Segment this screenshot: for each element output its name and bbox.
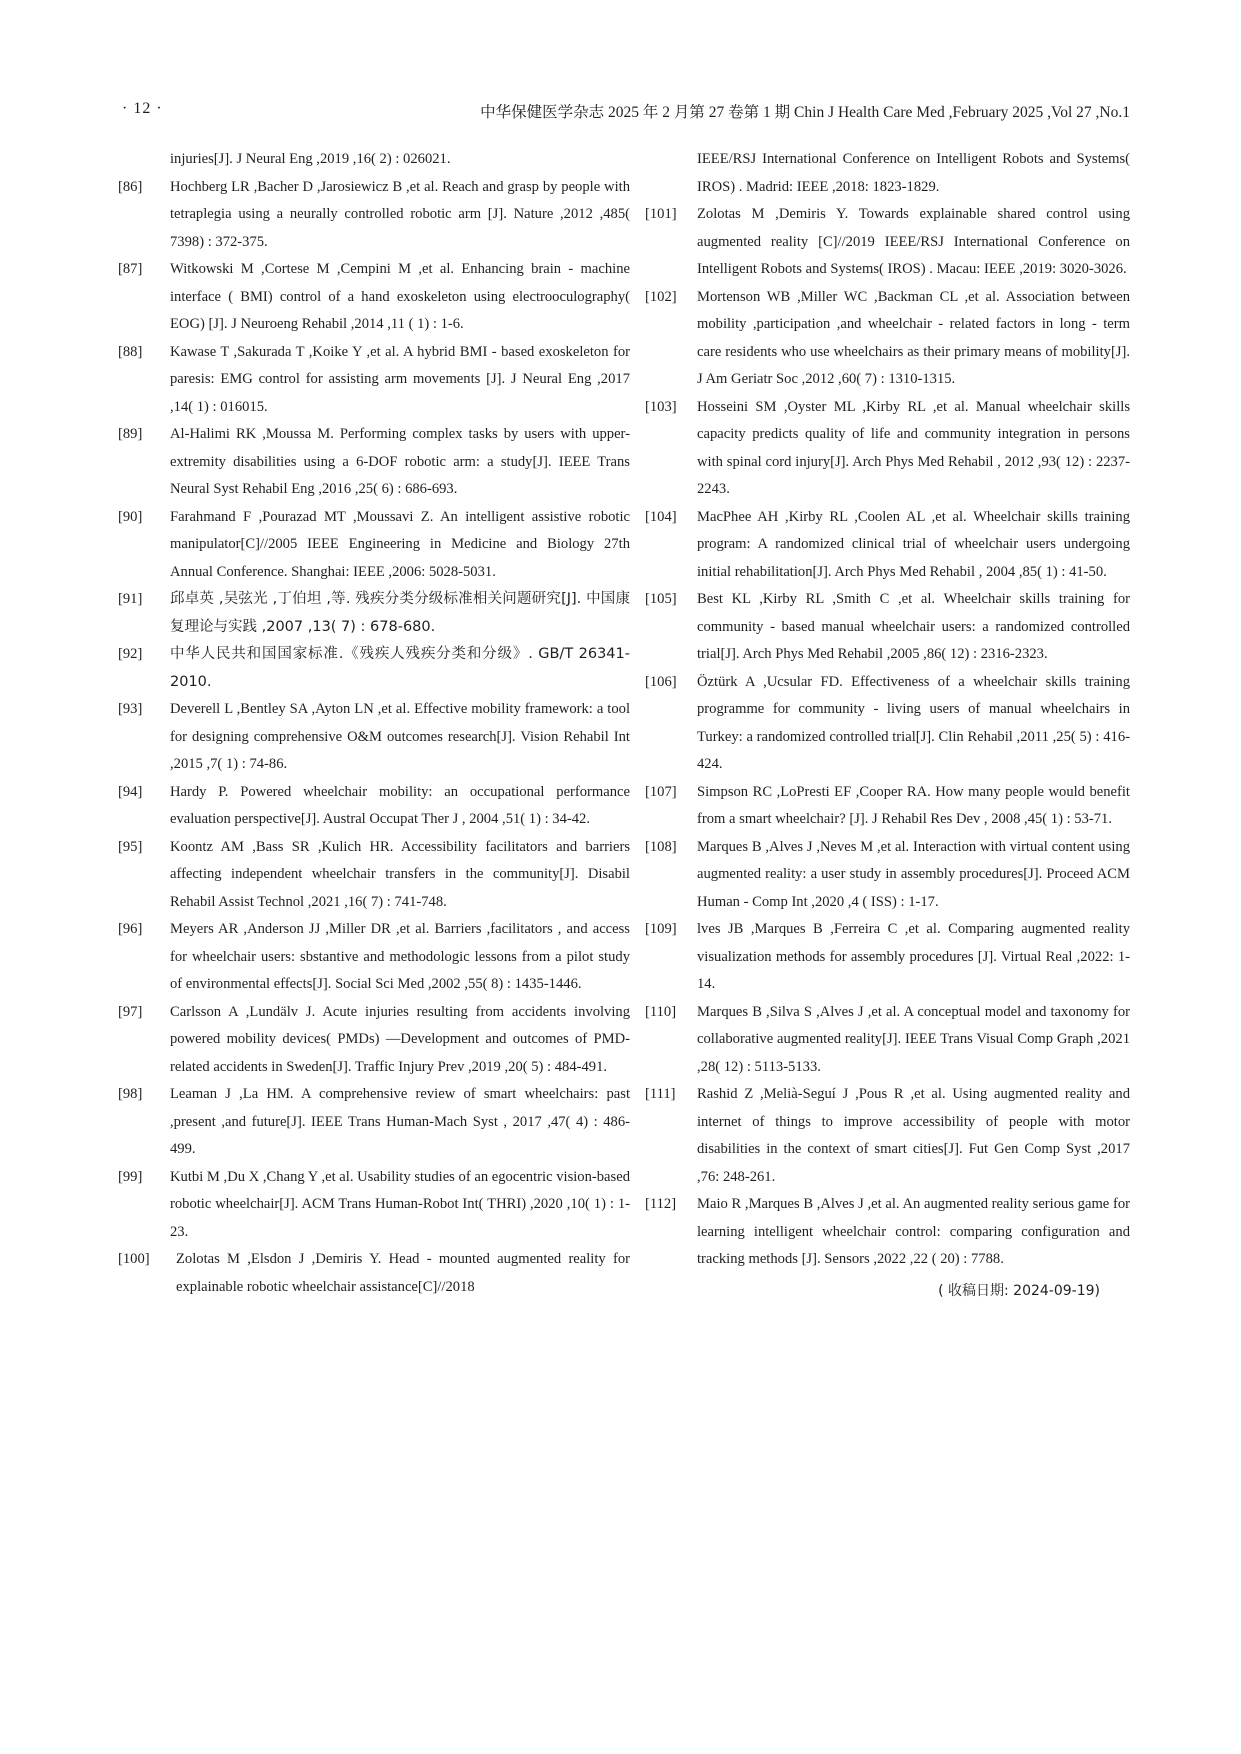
reference-text: IEEE/RSJ International Conference on Intelligent Robots and Systems( IROS) . Madrid: IEEE ,2018: 1823-1829. <box>697 151 1130 195</box>
reference-text: Meyers AR ,Anderson JJ ,Miller DR ,et al. Barriers ,facilitators , and access for wheelchair users: sbstantive and methodologic lessons from a pilot study of environmental effects[J]. Social Sci Med ,2002 ,55( 8) : 1435-1446. <box>170 921 630 992</box>
reference-number: [86] <box>118 178 143 195</box>
reference-text: Leaman J ,La HM. A comprehensive review of smart wheelchairs: past ,present ,and future[J]. IEEE Trans Human-Mach Syst , 2017 ,47( 4) : 486-499. <box>170 1086 630 1157</box>
reference-text: 邱卓英 ,吴弦光 ,丁伯坦 ,等. 残疾分类分级标准相关问题研究[J]. 中国康复理论与实践 ,2007 ,13( 7) : 678-680. <box>170 591 630 635</box>
reference-item <box>118 916 630 999</box>
reference-text: injuries[J]. J Neural Eng ,2019 ,16( 2) : 026021. <box>170 151 451 167</box>
reference-number: [91] <box>118 591 143 607</box>
reference-number: [100] <box>118 1251 150 1267</box>
reference-text: lves JB ,Marques B ,Ferreira C ,et al. Comparing augmented reality visualization methods for assembly procedures [J]. Virtual Real ,2022: 1-14. <box>697 921 1130 992</box>
reference-item <box>118 1081 630 1164</box>
reference-item <box>645 916 1130 999</box>
reference-text: Hosseini SM ,Oyster ML ,Kirby RL ,et al. Manual wheelchair skills capacity predicts quality of life and community integration in persons with spinal cord injury[J]. Arch Phys Med Rehabil , 2012 ,93( 12) : 2237-2243. <box>697 398 1130 497</box>
reference-number: [90] <box>118 508 143 525</box>
reference-item <box>645 201 1130 284</box>
reference-number: [87] <box>118 261 143 277</box>
reference-item <box>118 1164 630 1247</box>
reference-number: [99] <box>118 1168 143 1185</box>
reference-number: [97] <box>118 1003 143 1020</box>
journal-running-header: 中华保健医学杂志 2025 年 2 月第 27 卷第 1 期 Chin J Health Care Med ,February 2025 ,Vol 27 ,No.1 <box>480 104 1130 121</box>
reference-item <box>645 394 1130 504</box>
reference-number: [92] <box>118 646 143 662</box>
received-date: ( 收稿日期: 2024-09-19) <box>938 1282 1100 1299</box>
reference-number: [95] <box>118 838 143 855</box>
reference-item <box>118 999 630 1082</box>
reference-list-left <box>118 174 630 1302</box>
page-number: · 12 · <box>122 100 163 117</box>
reference-number: [104] <box>645 508 677 525</box>
reference-number: [112] <box>645 1196 677 1212</box>
reference-item <box>645 1081 1130 1191</box>
reference-item <box>118 586 630 641</box>
reference-text: Hochberg LR ,Bacher D ,Jarosiewicz B ,et al. Reach and grasp by people with tetraplegia using a neurally controlled robotic arm [J]. Nature ,2012 ,485( 7398) : 372-375. <box>170 178 630 250</box>
reference-number: [108] <box>645 838 677 855</box>
reference-text: MacPhee AH ,Kirby RL ,Coolen AL ,et al. Wheelchair skills training program: A randomized clinical trial of wheelchair users undergoing initial rehabilitation[J]. Arch Phys Med Rehabil , 2004 ,85( 1) : 41-50. <box>697 508 1130 580</box>
reference-text: Kawase T ,Sakurada T ,Koike Y ,et al. A hybrid BMI - based exoskeleton for paresis: EMG control for assisting arm movements [J]. J Neural Eng ,2017 ,14( 1) : 016015. <box>170 343 630 415</box>
reference-continuation <box>118 146 630 174</box>
reference-text: Farahmand F ,Pourazad MT ,Moussavi Z. An intelligent assistive robotic manipulator[C]//2005 IEEE Engineering in Medicine and Biology 27th Annual Conference. Shanghai: IEEE ,2006: 5028-5031. <box>170 508 630 580</box>
reference-column-right <box>645 146 1130 1300</box>
reference-item <box>118 421 630 504</box>
reference-item <box>118 174 630 257</box>
reference-item <box>118 256 630 339</box>
reference-text: Marques B ,Alves J ,Neves M ,et al. Interaction with virtual content using augmented reality: a user study in assembly procedures[J]. Proceed ACM Human - Comp Int ,2020 ,4 ( ISS) : 1-17. <box>697 838 1130 910</box>
reference-number: [93] <box>118 701 143 717</box>
reference-text: Rashid Z ,Melià-Seguí J ,Pous R ,et al. Using augmented reality and internet of things to improve accessibility of people with motor disabilities in the context of smart cities[J]. Fut Gen Comp Syst ,2017 ,76: 248-261. <box>697 1086 1130 1185</box>
reference-continuation <box>645 146 1130 201</box>
reference-text: Koontz AM ,Bass SR ,Kulich HR. Accessibility facilitators and barriers affecting independent wheelchair transfers in the community[J]. Disabil Rehabil Assist Technol ,2021 ,16( 7) : 741-748. <box>170 838 630 910</box>
reference-number: [96] <box>118 921 143 937</box>
reference-item <box>118 1246 630 1301</box>
reference-item <box>645 834 1130 917</box>
reference-text: Best KL ,Kirby RL ,Smith C ,et al. Wheelchair skills training for community - based manual wheelchair users: a randomized controlled trial[J]. Arch Phys Med Rehabil ,2005 ,86( 12) : 2316-2323. <box>697 591 1130 662</box>
reference-number: [94] <box>118 783 143 800</box>
reference-item <box>118 641 630 696</box>
reference-item <box>645 586 1130 669</box>
reference-text: Zolotas M ,Elsdon J ,Demiris Y. Head - mounted augmented reality for explainable robotic wheelchair assistance[C]//2018 <box>176 1251 630 1295</box>
reference-number: [88] <box>118 343 143 360</box>
reference-text: Maio R ,Marques B ,Alves J ,et al. An augmented reality serious game for learning intelligent wheelchair control: comparing configuration and tracking methods [J]. Sensors ,2022 ,22 ( 20) : 7788. <box>697 1196 1130 1267</box>
reference-number: [103] <box>645 398 677 415</box>
reference-number: [98] <box>118 1086 143 1102</box>
reference-number: [110] <box>645 1003 677 1020</box>
reference-text: Al-Halimi RK ,Moussa M. Performing complex tasks by users with upper-extremity disabilities using a 6-DOF robotic arm: a study[J]. IEEE Trans Neural Syst Rehabil Eng ,2016 ,25( 6) : 686-693. <box>170 426 630 497</box>
reference-number: [106] <box>645 673 677 690</box>
reference-number: [101] <box>645 206 677 222</box>
reference-number: [109] <box>645 921 677 937</box>
reference-column-left <box>118 146 630 1301</box>
reference-item <box>118 834 630 917</box>
reference-item <box>118 339 630 422</box>
reference-text: Deverell L ,Bentley SA ,Ayton LN ,et al. Effective mobility framework: a tool for designing comprehensive O&M outcomes research[J]. Vision Rehabil Int ,2015 ,7( 1) : 74-86. <box>170 701 630 772</box>
reference-list-right <box>645 201 1130 1274</box>
reference-item <box>118 504 630 587</box>
reference-number: [89] <box>118 426 143 442</box>
reference-text: Witkowski M ,Cortese M ,Cempini M ,et al. Enhancing brain - machine interface ( BMI) control of a hand exoskeleton using electrooculography( EOG) [J]. J Neuroeng Rehabil ,2014 ,11 ( 1) : 1-6. <box>170 261 630 332</box>
reference-item <box>118 779 630 834</box>
reference-text: Zolotas M ,Demiris Y. Towards explainable shared control using augmented reality [C]//2019 IEEE/RSJ International Conference on Intelligent Robots and Systems( IROS) . Macau: IEEE ,2019: 3020-3026. <box>697 206 1130 277</box>
reference-text: 中华人民共和国国家标准.《残疾人残疾分类和分级》. GB/T 26341-2010. <box>170 646 630 690</box>
reference-number: [105] <box>645 591 677 607</box>
reference-item <box>645 1191 1130 1274</box>
reference-text: Hardy P. Powered wheelchair mobility: an occupational performance evaluation perspective[J]. Austral Occupat Ther J , 2004 ,51( 1) : 34-42. <box>170 783 630 827</box>
reference-item <box>645 504 1130 587</box>
reference-text: Carlsson A ,Lundälv J. Acute injuries resulting from accidents involving powered mobility devices( PMDs) —Development and outcomes of PMD-related accidents in Sweden[J]. Traffic Injury Prev ,2019 ,20( 5) : 484-491. <box>170 1003 630 1075</box>
reference-item <box>645 669 1130 779</box>
reference-number: [102] <box>645 288 677 305</box>
reference-text: Mortenson WB ,Miller WC ,Backman CL ,et al. Association between mobility ,participation ,and wheelchair - related factors in long - term care residents who use wheelchairs as their primary means of mobility[J]. J Am Geriatr Soc ,2012 ,60( 7) : 1310-1315. <box>697 288 1130 387</box>
reference-item <box>645 999 1130 1082</box>
reference-number: [111] <box>645 1086 676 1102</box>
reference-text: Marques B ,Silva S ,Alves J ,et al. A conceptual model and taxonomy for collaborative augmented reality[J]. IEEE Trans Visual Comp Graph ,2021 ,28( 12) : 5113-5133. <box>697 1003 1130 1075</box>
reference-number: [107] <box>645 783 677 800</box>
reference-item <box>645 284 1130 394</box>
reference-item <box>645 779 1130 834</box>
reference-text: Simpson RC ,LoPresti EF ,Cooper RA. How many people would benefit from a smart wheelchair? [J]. J Rehabil Res Dev , 2008 ,45( 1) : 53-71. <box>697 783 1130 827</box>
reference-item <box>118 696 630 779</box>
reference-text: Öztürk A ,Ucsular FD. Effectiveness of a wheelchair skills training programme for community - living users of manual wheelchairs in Turkey: a randomized controlled trial[J]. Clin Rehabil ,2011 ,25( 5) : 416-424. <box>697 673 1130 772</box>
reference-text: Kutbi M ,Du X ,Chang Y ,et al. Usability studies of an egocentric vision-based robotic wheelchair[J]. ACM Trans Human-Robot Int( THRI) ,2020 ,10( 1) : 1-23. <box>170 1168 630 1240</box>
